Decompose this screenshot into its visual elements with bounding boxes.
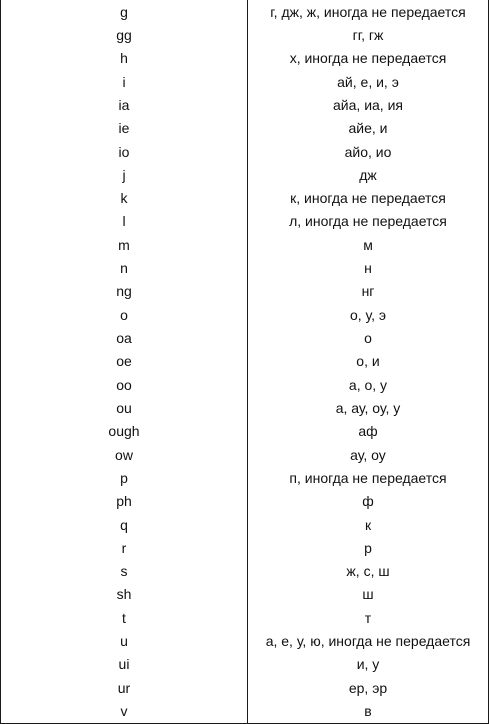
letter-cell: ie bbox=[1, 117, 248, 140]
table-row bbox=[1, 93, 489, 116]
transliteration-cell: а, о, у bbox=[248, 373, 489, 396]
transliteration-cell: о bbox=[248, 326, 489, 349]
transliteration-cell: л, иногда не передается bbox=[248, 210, 489, 233]
letter-cell: k bbox=[1, 187, 248, 210]
table-row bbox=[1, 23, 489, 46]
table-row bbox=[1, 560, 489, 583]
transliteration-cell: в bbox=[248, 699, 489, 723]
transliteration-cell: о, у, э bbox=[248, 303, 489, 326]
transliteration-cell: ш bbox=[248, 583, 489, 606]
letter-cell: sh bbox=[1, 583, 248, 606]
table-body bbox=[1, 0, 489, 724]
transliteration-cell: о, и bbox=[248, 350, 489, 373]
letter-cell: j bbox=[1, 163, 248, 186]
table-row bbox=[1, 280, 489, 303]
table-row bbox=[1, 0, 489, 23]
table-row bbox=[1, 420, 489, 443]
transliteration-cell: м bbox=[248, 233, 489, 256]
transliteration-cell: г, дж, ж, иногда не передается bbox=[248, 0, 489, 23]
transliteration-cell: т bbox=[248, 606, 489, 629]
letter-cell: l bbox=[1, 210, 248, 233]
table-row bbox=[1, 653, 489, 676]
table-row bbox=[1, 606, 489, 629]
transliteration-cell: ау, оу bbox=[248, 443, 489, 466]
letter-cell: r bbox=[1, 536, 248, 559]
transliteration-cell: айо, ио bbox=[248, 140, 489, 163]
transliteration-cell: айе, и bbox=[248, 117, 489, 140]
letter-cell: oo bbox=[1, 373, 248, 396]
letter-cell: t bbox=[1, 606, 248, 629]
table-row bbox=[1, 233, 489, 256]
transliteration-cell: к bbox=[248, 513, 489, 536]
transliteration-cell: аф bbox=[248, 420, 489, 443]
table-row bbox=[1, 117, 489, 140]
transliteration-cell: ж, с, ш bbox=[248, 560, 489, 583]
table-row bbox=[1, 443, 489, 466]
table-row bbox=[1, 490, 489, 513]
table-row bbox=[1, 210, 489, 233]
table-row bbox=[1, 163, 489, 186]
transliteration-cell: а, ау, оу, у bbox=[248, 396, 489, 419]
table-row bbox=[1, 536, 489, 559]
letter-cell: q bbox=[1, 513, 248, 536]
letter-cell: ow bbox=[1, 443, 248, 466]
table-row bbox=[1, 396, 489, 419]
transliteration-cell: а, е, у, ю, иногда не передается bbox=[248, 629, 489, 652]
letter-cell: h bbox=[1, 47, 248, 70]
letter-cell: ng bbox=[1, 280, 248, 303]
letter-cell: p bbox=[1, 466, 248, 489]
transliteration-cell: ф bbox=[248, 490, 489, 513]
transliteration-cell: п, иногда не передается bbox=[248, 466, 489, 489]
transliteration-cell: ай, е, и, э bbox=[248, 70, 489, 93]
letter-cell: ur bbox=[1, 676, 248, 699]
letter-cell: i bbox=[1, 70, 248, 93]
table-row bbox=[1, 187, 489, 210]
transliteration-cell: дж bbox=[248, 163, 489, 186]
letter-cell: v bbox=[1, 699, 248, 723]
transliteration-cell: ер, эр bbox=[248, 676, 489, 699]
table-row bbox=[1, 513, 489, 536]
transliteration-cell: нг bbox=[248, 280, 489, 303]
letter-cell: ia bbox=[1, 93, 248, 116]
transliteration-cell: х, иногда не передается bbox=[248, 47, 489, 70]
table-row bbox=[1, 699, 489, 723]
transliteration-cell: айа, иа, ия bbox=[248, 93, 489, 116]
table-row bbox=[1, 47, 489, 70]
letter-cell: n bbox=[1, 256, 248, 279]
table-row bbox=[1, 629, 489, 652]
letter-cell: ou bbox=[1, 396, 248, 419]
table-row bbox=[1, 140, 489, 163]
table-row bbox=[1, 583, 489, 606]
table-row bbox=[1, 70, 489, 93]
letter-cell: ui bbox=[1, 653, 248, 676]
letter-cell: io bbox=[1, 140, 248, 163]
letter-cell: s bbox=[1, 560, 248, 583]
letter-cell: u bbox=[1, 629, 248, 652]
table-row bbox=[1, 326, 489, 349]
transliteration-cell: р bbox=[248, 536, 489, 559]
letter-cell: gg bbox=[1, 23, 248, 46]
table-row bbox=[1, 676, 489, 699]
letter-cell: o bbox=[1, 303, 248, 326]
letter-cell: g bbox=[1, 0, 248, 23]
transliteration-cell: и, у bbox=[248, 653, 489, 676]
table-row bbox=[1, 373, 489, 396]
transliteration-cell: гг, гж bbox=[248, 23, 489, 46]
table-row bbox=[1, 350, 489, 373]
transliteration-cell: к, иногда не передается bbox=[248, 187, 489, 210]
letter-cell: ph bbox=[1, 490, 248, 513]
transliteration-cell: н bbox=[248, 256, 489, 279]
letter-cell: m bbox=[1, 233, 248, 256]
letter-cell: ough bbox=[1, 420, 248, 443]
table-row bbox=[1, 256, 489, 279]
letter-cell: oe bbox=[1, 350, 248, 373]
table-row bbox=[1, 303, 489, 326]
table-row bbox=[1, 466, 489, 489]
letter-cell: oa bbox=[1, 326, 248, 349]
